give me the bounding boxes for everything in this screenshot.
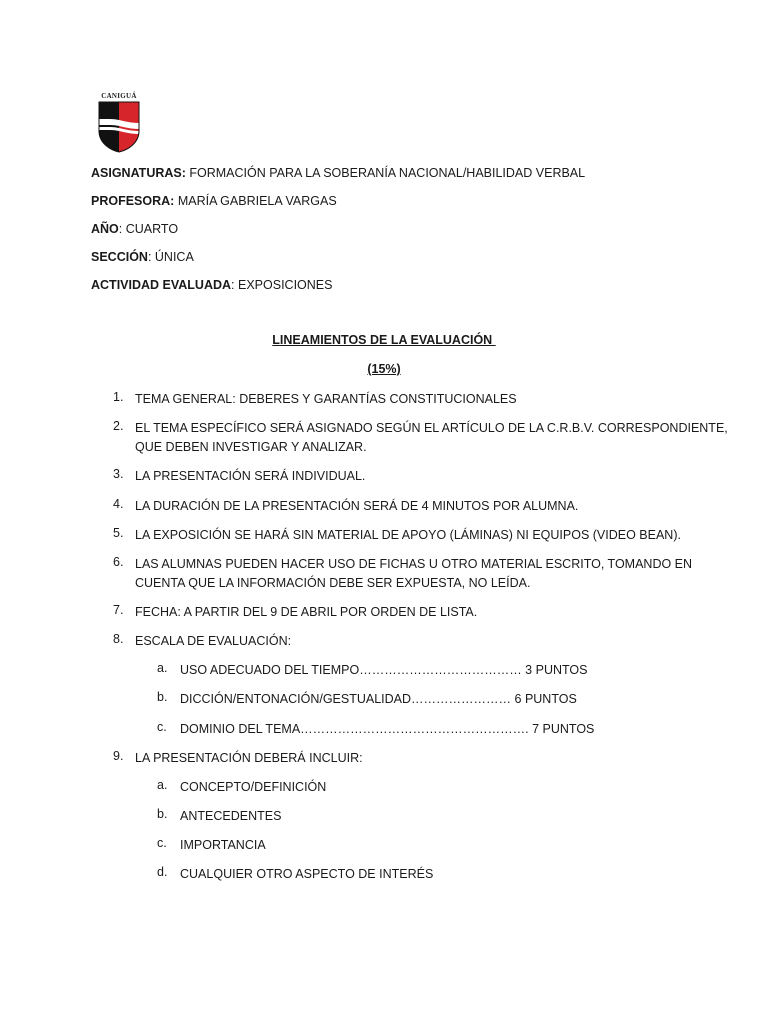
list-text: LA PRESENTACIÓN SERÁ INDIVIDUAL.: [135, 469, 366, 483]
list-letter: c.: [157, 720, 167, 734]
list-text: CUALQUIER OTRO ASPECTO DE INTERÉS: [180, 867, 434, 881]
list-number: 1.: [113, 390, 124, 404]
actividad-value: : EXPOSICIONES: [231, 278, 333, 292]
seccion-value: : ÚNICA: [147, 250, 194, 264]
list-text: TEMA GENERAL: DEBERES Y GARANTÍAS CONSTITUCIONALES: [135, 392, 517, 406]
meta-ano: [91, 221, 585, 249]
list-text: LAS ALUMNAS PUEDEN HACER USO DE FICHAS U OTRO MATERIAL ESCRITO, TOMANDO EN: [135, 557, 693, 571]
list-number: 9.: [113, 749, 124, 763]
profesora-label: PROFESORA:: [91, 194, 175, 208]
list-number: 7.: [113, 603, 124, 617]
section-percent: (15%): [367, 362, 401, 376]
list-text: DICCIÓN/ENTONACIÓN/GESTUALIDAD…………………… 6 PUNTOS: [180, 692, 577, 706]
logo-text: CANIGUÁ: [101, 92, 137, 100]
list-text: QUE DEBEN INVESTIGAR Y ANALIZAR.: [135, 440, 367, 454]
meta-actividad: [91, 277, 585, 305]
ano-label: AÑO: [91, 222, 119, 236]
shield-icon: [98, 101, 140, 153]
meta-seccion: [91, 249, 585, 277]
seccion-label: SECCIÓN: [91, 250, 148, 264]
actividad-label: ACTIVIDAD EVALUADA: [91, 278, 232, 292]
list-text: EL TEMA ESPECÍFICO SERÁ ASIGNADO SEGÚN EL ARTÍCULO DE LA C.R.B.V. CORRESPONDIENTE,: [135, 421, 728, 435]
list-text: FECHA: A PARTIR DEL 9 DE ABRIL POR ORDEN DE LISTA.: [135, 605, 478, 619]
list-text: LA DURACIÓN DE LA PRESENTACIÓN SERÁ DE 4 MINUTOS POR ALUMNA.: [135, 499, 579, 513]
asignaturas-label: ASIGNATURAS:: [91, 166, 186, 180]
list-number: 4.: [113, 497, 124, 511]
list-text: USO ADECUADO DEL TIEMPO………………………………… 3 PUNTOS: [180, 663, 588, 677]
list-number: 5.: [113, 526, 124, 540]
list-text: LA EXPOSICIÓN SE HARÁ SIN MATERIAL DE APOYO (LÁMINAS) NI EQUIPOS (VIDEO BEAN).: [135, 528, 681, 542]
list-text: DOMINIO DEL TEMA………………………………………………. 7 PUNTOS: [180, 722, 595, 736]
list-letter: b.: [157, 807, 168, 821]
list-text: ESCALA DE EVALUACIÓN:: [135, 634, 292, 648]
list-number: 6.: [113, 555, 124, 569]
list-letter: b.: [157, 690, 168, 704]
list-letter: d.: [157, 865, 168, 879]
asignaturas-value: FORMACIÓN PARA LA SOBERANÍA NACIONAL/HABILIDAD VERBAL: [185, 166, 586, 180]
section-title: LINEAMIENTOS DE LA EVALUACIÓN: [272, 333, 496, 347]
list-number: 2.: [113, 419, 124, 433]
list-number: 8.: [113, 632, 124, 646]
list-text: ANTECEDENTES: [180, 809, 282, 823]
list-text: CONCEPTO/DEFINICIÓN: [180, 780, 327, 794]
list-letter: a.: [157, 661, 168, 675]
list-number: 3.: [113, 467, 124, 481]
list-text: IMPORTANCIA: [180, 838, 266, 852]
school-logo: [96, 92, 142, 154]
profesora-value: MARÍA GABRIELA VARGAS: [174, 194, 337, 208]
document-metadata: [91, 165, 585, 305]
ano-value: : CUARTO: [118, 222, 179, 236]
list-text: CUENTA QUE LA INFORMACIÓN DEBE SER EXPUESTA, NO LEÍDA.: [135, 576, 531, 590]
meta-profesora: [91, 193, 585, 221]
list-text: LA PRESENTACIÓN DEBERÁ INCLUIR:: [135, 751, 363, 765]
list-letter: a.: [157, 778, 168, 792]
meta-asignaturas: [91, 165, 585, 193]
list-letter: c.: [157, 836, 167, 850]
